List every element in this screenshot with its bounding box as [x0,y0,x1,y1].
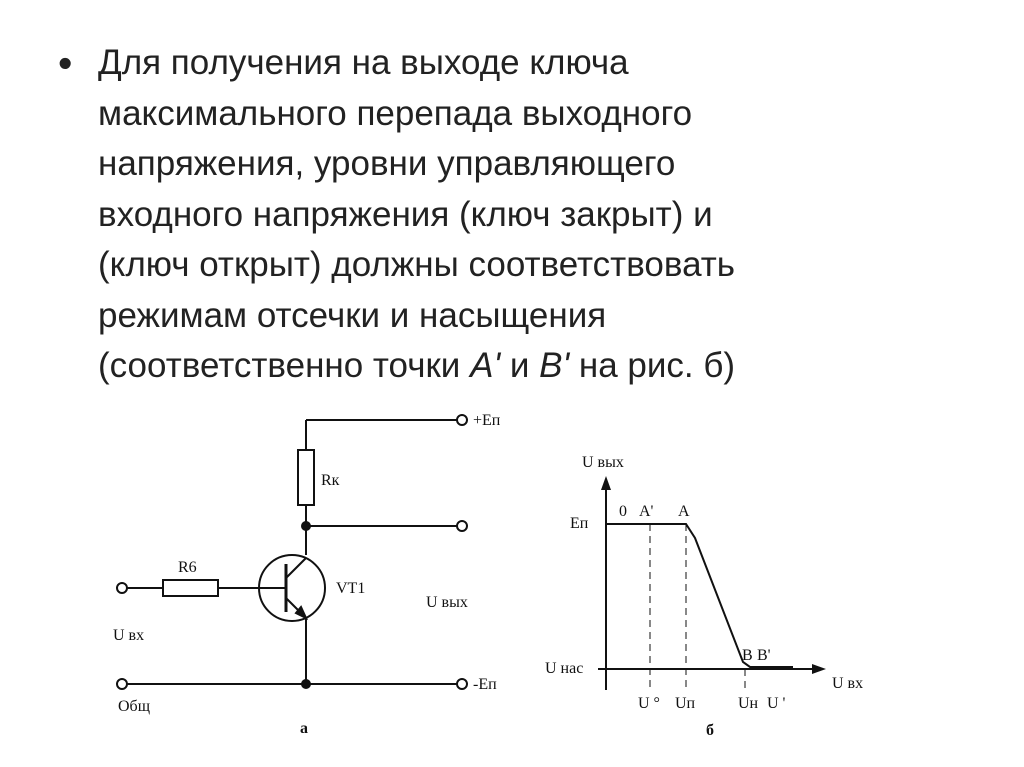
y-axis-label: U вых [582,454,624,471]
circuit-caption: а [300,720,308,737]
collector-resistor-label: Rк [321,472,340,489]
junction-emitter [302,680,310,688]
point-a-prime-ref: A' [470,346,501,385]
terminal-plus-supply [457,415,467,425]
chart-caption: б [706,722,714,739]
point-a-label: A [678,503,690,520]
text-line-3: напряжения, уровни управляющего [98,144,676,183]
text-line-7-part-e: на рис. б) [569,346,736,385]
terminal-common [117,679,127,689]
y-tick-saturation: U нас [545,660,584,677]
text-line-1: Для получения на выходе ключа [98,43,629,82]
text-line-6: режимам отсечки и насыщения [98,295,607,335]
text-line-2: максимального перепада выходного [98,93,693,133]
point-b-label: B [742,647,753,664]
x-tick-un: Uп [675,695,696,712]
x-tick-u1: U ' [767,695,786,712]
point-b-prime-label: B' [757,647,771,664]
minus-supply-label: -Еп [473,676,497,693]
terminal-minus-supply [457,679,467,689]
text-line-7-part-c: и [500,346,540,385]
point-b-prime-ref: B' [539,346,570,385]
transfer-chart [545,454,863,739]
y-tick-supply: Еп [570,515,589,532]
transistor-collector-lead [286,558,306,578]
origin-label: 0 [619,503,627,520]
x-axis-label: U вх [832,675,864,692]
y-axis-arrow-icon [601,476,611,490]
base-resistor [163,580,218,596]
base-resistor-label: R6 [178,559,197,576]
transistor-label: VT1 [336,580,366,597]
collector-resistor [298,450,314,505]
text-line-4: входного напряжения (ключ закрыт) и [98,194,713,234]
bullet-marker: • [58,40,73,86]
input-voltage-label: U вх [113,627,145,644]
common-label: Общ [118,698,151,715]
text-line-7-part-a: (соответственно точки [98,346,471,385]
text-line-5: (ключ открыт) должны соответствовать [98,245,736,284]
point-a-prime-label: A' [639,503,654,520]
circuit-diagram [117,415,467,689]
terminal-input [117,583,127,593]
plus-supply-label: +Еп [473,412,501,429]
x-tick-uh: Uн [738,695,759,712]
x-tick-u0: U ° [638,695,660,712]
transfer-curve [606,524,793,667]
x-axis-arrow-icon [812,664,826,674]
output-voltage-label: U вых [426,594,468,611]
terminal-output [457,521,467,531]
junction-collector [302,522,310,530]
